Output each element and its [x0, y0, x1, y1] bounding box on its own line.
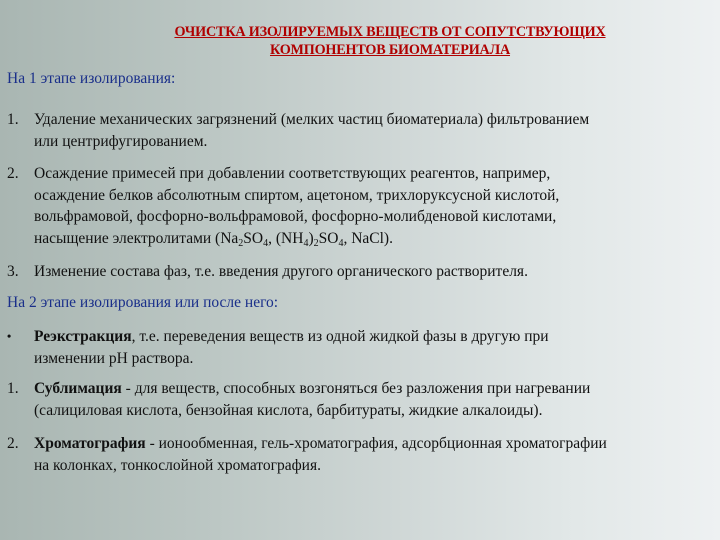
- item-text-line: Сублимация - для веществ, способных возгоняться без разложения при нагревании: [34, 380, 591, 397]
- item-number: 1.: [7, 380, 19, 397]
- stage-2-item-1: [7, 378, 710, 422]
- stage-1-item-1: [7, 109, 710, 153]
- item-text-line: на колонках, тонкослойной хроматография.: [34, 456, 321, 474]
- item-text-line: Удаление механических загрязнений (мелких частиц биоматериала) фильтрованием: [34, 111, 590, 128]
- item-text-line: вольфрамовой, фосфорно-вольфрамовой, фосфорно-молибденовой кислотами,: [34, 208, 557, 225]
- title-line-1: ОЧИСТКА ИЗОЛИРУЕМЫХ ВЕЩЕСТВ ОТ СОПУТСТВУЮЩИХ: [174, 24, 606, 40]
- title-line-2: КОМПОНЕНТОВ БИОМАТЕРИАЛА: [269, 42, 511, 58]
- stage-1-item-2: [7, 163, 710, 251]
- stage-2-item-2: [7, 433, 710, 477]
- item-text-line: Изменение состава фаз, т.е. введения другого органического растворителя.: [34, 263, 528, 280]
- item-text-line: Осаждение примесей при добавлении соответствующих реагентов, например,: [34, 165, 551, 182]
- item-number: 2.: [7, 435, 19, 452]
- item-term: Реэкстракция: [34, 328, 132, 345]
- item-number: 1.: [7, 111, 19, 128]
- item-text-line: изменении рН раствора.: [34, 349, 194, 367]
- stage-1-heading: На 1 этапе изолирования:: [7, 70, 176, 87]
- item-text-line: или центрифугированием.: [34, 132, 208, 150]
- item-term: Хроматография: [34, 435, 146, 452]
- item-number: 2.: [7, 165, 19, 182]
- item-text-line-formula: насыщение электролитами ($Na_2SO_4$, $(NH_4)_2SO_4$, NaCl).: [34, 229, 393, 249]
- stage-1-item-3: [7, 261, 710, 283]
- stage-2-item-bullet: [7, 326, 710, 370]
- item-text-line: (салициловая кислота, бензойная кислота, барбитураты, жидкие алкалоиды).: [34, 401, 543, 419]
- bullet-icon: •: [7, 329, 12, 343]
- item-text-line: осаждение белков абсолютным спиртом, ацетоном, трихлоруксусной кислотой,: [34, 186, 560, 204]
- item-text-line: Хроматография - ионообменная, гель-хроматография, адсорбционная хроматографии: [34, 435, 607, 452]
- stage-2-heading: На 2 этапе изолирования или после него:: [7, 294, 279, 311]
- item-text-line: Реэкстракция, т.е. переведения веществ из одной жидкой фазы в другую при: [34, 328, 549, 345]
- slide-title: [60, 23, 720, 59]
- item-number: 3.: [7, 263, 19, 280]
- item-term: Сублимация: [34, 380, 122, 397]
